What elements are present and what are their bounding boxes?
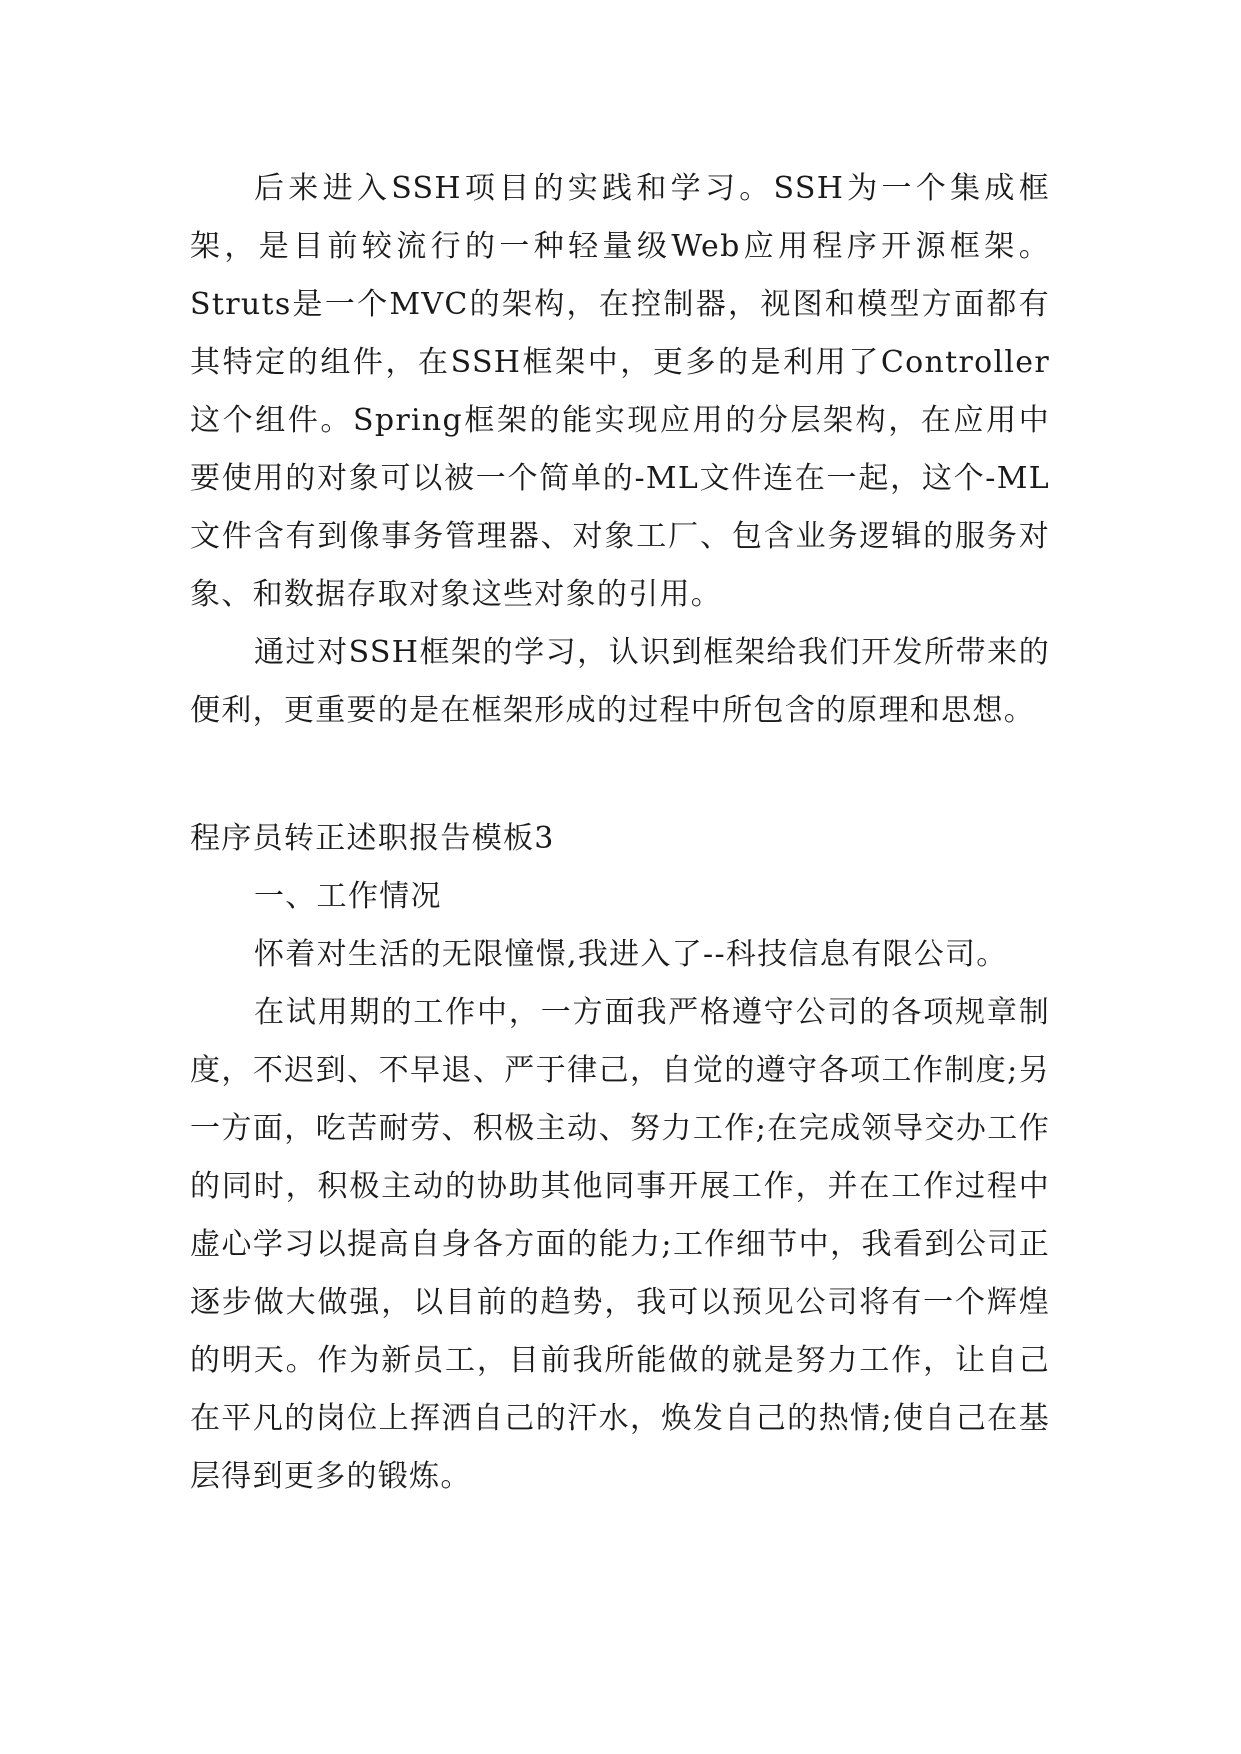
section-title: 程序员转正述职报告模板3 [190,821,555,856]
paragraph-ssh-summary: 通过对SSH框架的学习，认识到框架给我们开发所带来的便利，更重要的是在框架形成的过程中所包含的原理和思想。 [190,635,1050,728]
subheading-work-status: 一、工作情况 [254,879,442,914]
paragraph-ssh-intro: 后来进入SSH项目的实践和学习。SSH为一个集成框架，是目前较流行的一种轻量级Web应用程序开源框架。Struts是一个MVC的架构，在控制器，视图和模型方面都有其特定的组件，在SSH框架中，更多的是利用了Controller这个组件。Spring框架的能实现应用的分层架构，在应用中要使用的对象可以被一个简单的-ML文件连在一起，这个-ML文件含有到像事务管理器、对象工厂、包含业务逻辑的服务对象、和数据存取对象这些对象的引用。 [190,171,1050,612]
paragraph-joining: 怀着对生活的无限憧憬,我进入了--科技信息有限公司。 [254,937,1008,972]
paragraph-probation: 在试用期的工作中，一方面我严格遵守公司的各项规章制度，不迟到、不早退、严于律己，自觉的遵守各项工作制度;另一方面，吃苦耐劳、积极主动、努力工作;在完成领导交办工作的同时，积极主动的协助其他同事开展工作，并在工作过程中虚心学习以提高自身各方面的能力;工作细节中，我看到公司正逐步做大做强，以目前的趋势，我可以预见公司将有一个辉煌的明天。作为新员工，目前我所能做的就是努力工作，让自己在平凡的岗位上挥洒自己的汗水，焕发自己的热情;使自己在基层得到更多的锻炼。 [190,995,1050,1494]
document-body [190,160,1050,1506]
